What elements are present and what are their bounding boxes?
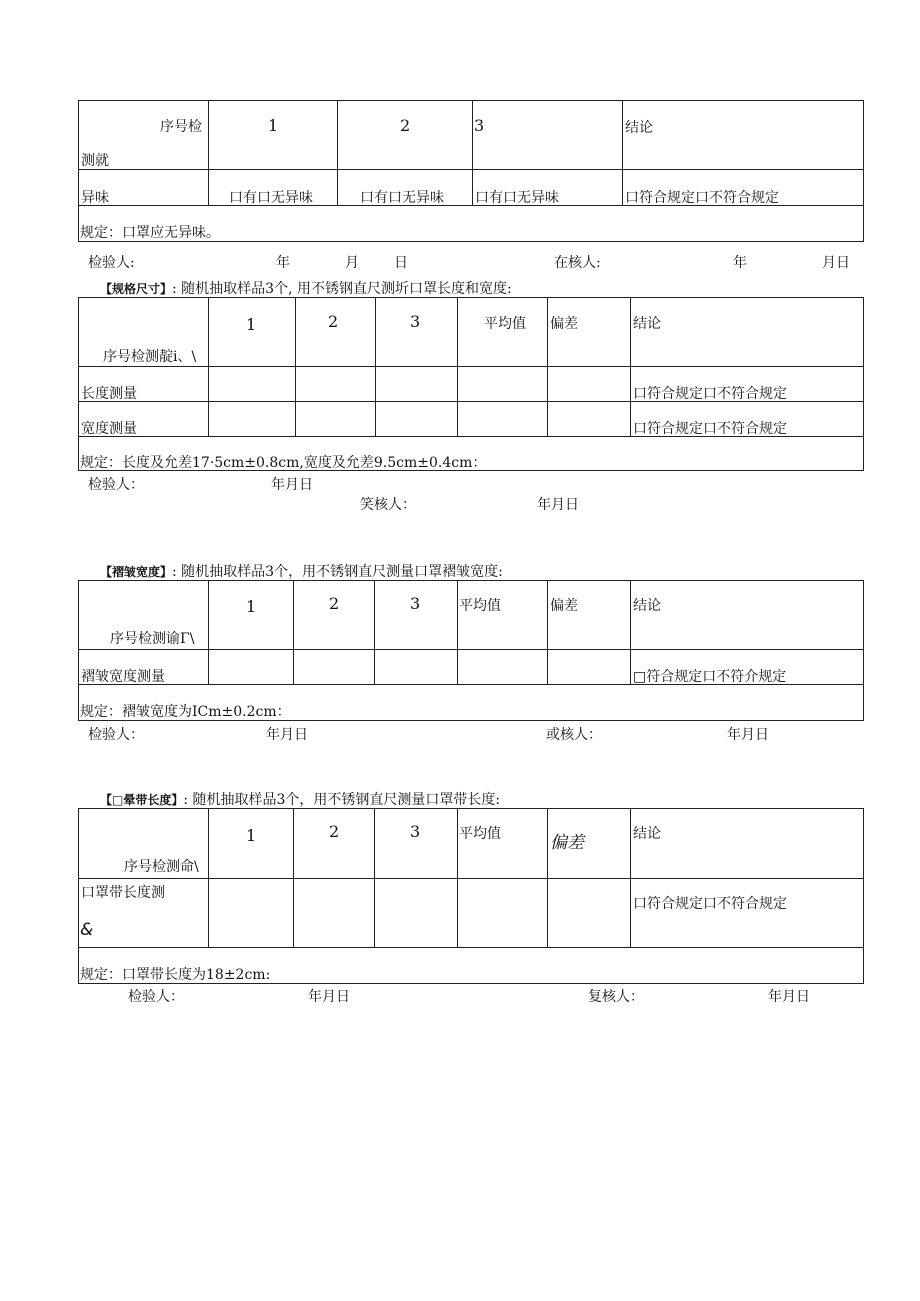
table-header-label: 序号检测靛i、\ xyxy=(103,349,197,365)
col-header-3: 3 xyxy=(474,116,485,135)
inspector-label: 检验人： xyxy=(88,727,144,743)
col-header-1: 1 xyxy=(246,315,257,334)
col-header-conclusion: 结论 xyxy=(625,120,653,136)
strap-result-checkbox[interactable]: 口符合规定口不符合规定 xyxy=(633,896,787,912)
inspector-label: 检验人： xyxy=(88,477,144,493)
section-title-strap xyxy=(100,789,500,809)
section-title-text: : 随机抽取样品3个，用不锈钢直尺测量口罩带长度: xyxy=(183,792,501,808)
review-date: 年月日 xyxy=(768,989,810,1005)
section-title-pleat xyxy=(100,561,503,581)
table-header-label-cont: 测就 xyxy=(81,153,109,169)
reviewer-label: 在核人: xyxy=(554,255,601,271)
review-date: 年月日 xyxy=(727,727,769,743)
date-year-2: 年 xyxy=(733,255,747,271)
col-header-average: 平均值 xyxy=(459,598,501,614)
pleat-rule: 规定：褶皱宽度为ICm±0.2cm： xyxy=(80,704,291,720)
inspector-label: 检验人: xyxy=(88,255,135,271)
row-label-strap-cont: & xyxy=(80,920,94,940)
odor-rule: 规定：口罩应无异味。 xyxy=(80,225,220,241)
col-header-2: 2 xyxy=(328,312,339,331)
section-title-bracket: 【褶皱宽度】 xyxy=(100,565,173,579)
table-header-label: 序号检测命\ xyxy=(124,859,199,875)
row-label-odor: 异味 xyxy=(81,190,109,206)
row-label-strap: 口罩带长度测 xyxy=(81,885,165,901)
row-label-pleat: 褶皱宽度测量 xyxy=(81,669,165,685)
section-title-bracket: 【□晕带长度】 xyxy=(100,793,184,807)
reviewer-label: 复核人： xyxy=(588,989,644,1005)
col-header-deviation: 偏差 xyxy=(550,316,578,332)
odor-checkbox-2[interactable]: 口有口无异味 xyxy=(360,190,444,206)
review-date: 年月日 xyxy=(537,497,579,513)
odor-checkbox-1[interactable]: 口有口无异味 xyxy=(229,190,313,206)
date-day: 日 xyxy=(394,255,408,271)
col-header-1: 1 xyxy=(268,116,279,135)
col-header-conclusion: 结论 xyxy=(633,316,661,332)
pleat-result-checkbox[interactable]: □符合规定口不符介规定 xyxy=(633,669,787,685)
col-header-average: 平均值 xyxy=(459,826,501,842)
inspect-date: 年月日 xyxy=(271,477,313,493)
row-label-width: 宽度测量 xyxy=(81,421,137,437)
row-label-length: 长度测量 xyxy=(81,386,137,402)
odor-result-checkbox[interactable]: 口符合规定口不符合规定 xyxy=(625,190,779,206)
strap-rule: 规定：口罩带长度为18±2cm: xyxy=(80,967,271,983)
inspector-label: 检验人： xyxy=(128,989,184,1005)
table-header-label: 序号检测谕Γ\ xyxy=(110,631,195,647)
date-month: 月 xyxy=(345,255,359,271)
col-header-3: 3 xyxy=(410,312,421,331)
col-header-deviation: 偏差 xyxy=(550,833,584,853)
col-header-2: 2 xyxy=(329,822,340,841)
col-header-2: 2 xyxy=(329,594,340,613)
section-title-text: : 随机抽取样品3个，用不锈钢直尺测量口罩褶皱宽度: xyxy=(172,564,503,580)
odor-checkbox-3[interactable]: 口有口无异味 xyxy=(475,190,559,206)
col-header-1: 1 xyxy=(246,826,257,845)
section-title-text: : 随机抽取样品3个, 用不锈钢直尺测圻口罩长度和宽度: xyxy=(172,281,512,297)
col-header-deviation: 偏差 xyxy=(550,598,578,614)
reviewer-label: 笑核人： xyxy=(360,497,416,513)
table-header-label: 序号检 xyxy=(160,119,202,135)
col-header-1: 1 xyxy=(246,597,257,616)
col-header-2: 2 xyxy=(400,116,411,135)
size-rule: 规定：长度及允差17·5cm±0.8cm,宽度及允差9.5cm±0.4cm： xyxy=(80,455,487,471)
col-header-conclusion: 结论 xyxy=(633,826,661,842)
date-year: 年 xyxy=(276,255,290,271)
col-header-conclusion: 结论 xyxy=(633,598,661,614)
section-title-bracket: 【规格尺寸】 xyxy=(100,282,173,296)
inspect-date: 年月日 xyxy=(266,727,308,743)
col-header-3: 3 xyxy=(410,822,421,841)
length-result-checkbox[interactable]: 口符合规定口不符合规定 xyxy=(633,386,787,402)
date-monthday-2: 月日 xyxy=(822,255,850,271)
inspect-date: 年月日 xyxy=(308,989,350,1005)
width-result-checkbox[interactable]: 口符合规定口不符合规定 xyxy=(633,421,787,437)
section-title-size xyxy=(100,278,512,298)
reviewer-label: 或核人： xyxy=(546,727,602,743)
col-header-average: 平均值 xyxy=(484,316,526,332)
col-header-3: 3 xyxy=(410,594,421,613)
